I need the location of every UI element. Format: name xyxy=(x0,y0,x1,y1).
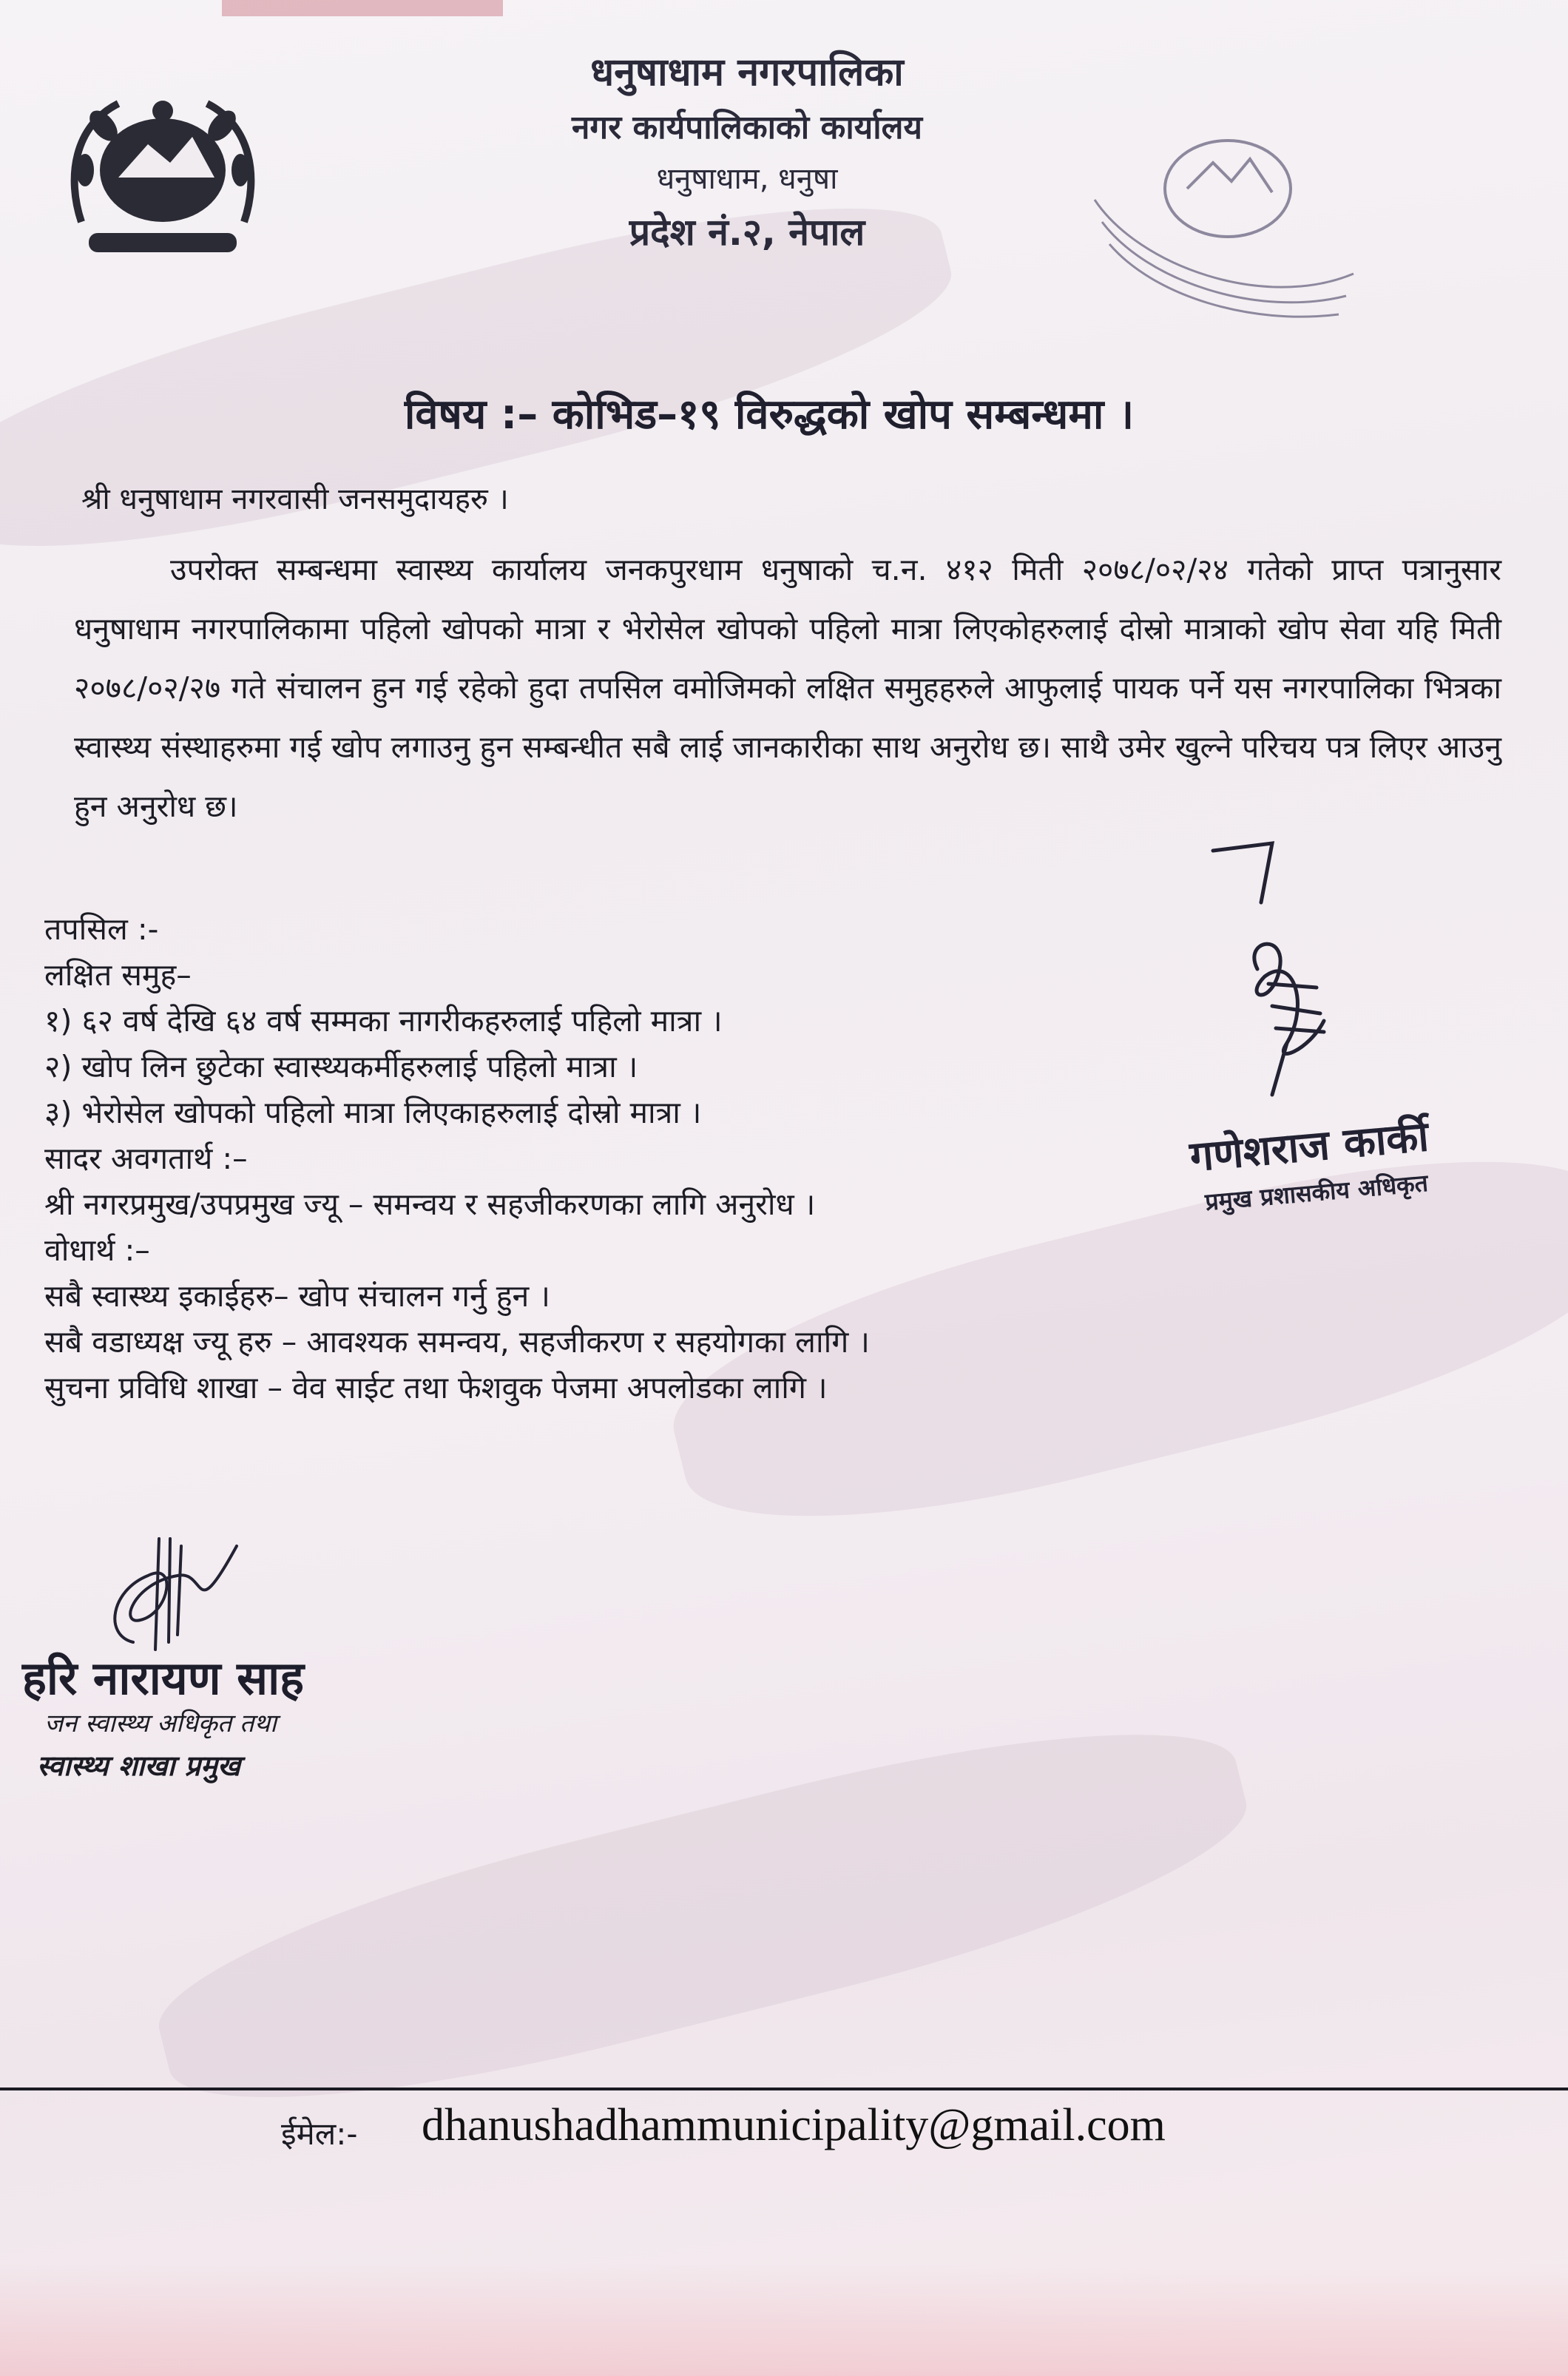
office-address: धनुषाधाम, धनुषा xyxy=(656,162,838,196)
footer-divider xyxy=(0,2088,1568,2090)
office-stamp-icon xyxy=(1080,133,1361,355)
details-heading: तपसिल :- xyxy=(44,911,159,947)
list-item: १) ६२ वर्ष देखि ६४ वर्ष सम्मका नागरीकहरुलाई पहिलो मात्रा । xyxy=(44,1003,723,1039)
action-heading: वोधार्थ :– xyxy=(44,1232,150,1268)
list-item: ३) भेरोसेल खोपको पहिलो मात्रा लिएकाहरुलाई दोस्रो मात्रा । xyxy=(44,1095,702,1130)
signatory-left-name: हरि नारायण साह xyxy=(22,1651,305,1705)
office-name: नगर कार्यपालिकाको कार्यालय xyxy=(572,109,922,146)
email-label: ईमेल:- xyxy=(281,2116,358,2152)
salutation: श्री धनुषाधाम नगरवासी जनसमुदायहरु । xyxy=(81,482,509,516)
info-heading: सादर अवगतार्थ :– xyxy=(44,1141,248,1176)
signature-left-icon xyxy=(89,1531,259,1657)
action-line: सुचना प्रविधि शाखा – वेव साईट तथा फेशवुक पेजमा अपलोडका लागि । xyxy=(44,1370,828,1405)
signatory-left-title: जन स्वास्थ्य अधिकृत तथा xyxy=(44,1709,277,1738)
list-item: २) खोप लिन छुटेका स्वास्थ्यकर्मीहरुलाई पहिलो मात्रा । xyxy=(44,1049,638,1084)
letter-subject: विषय :– कोभिड–१९ विरुद्धको खोप सम्बन्धमा । xyxy=(404,391,1135,439)
action-line: सबै स्वास्थ्य इकाईहरु– खोप संचालन गर्नु हुन । xyxy=(44,1278,550,1314)
top-edge-tab xyxy=(222,0,503,16)
signatory-left-role: स्वास्थ्य शाखा प्रमुख xyxy=(37,1749,240,1782)
nepal-emblem-icon xyxy=(59,74,266,266)
org-name: धनुषाधाम नगरपालिका xyxy=(590,50,904,95)
body-paragraph: उपरोक्त सम्बन्धमा स्वास्थ्य कार्यालय जनकपुरधाम धनुषाको च.न. ४१२ मिती २०७८/०२/२४ गतेको प्राप्त पत्रानुसार धनुषाधाम नगरपालिकामा पहिलो खोपको मात्रा र भेरोसेल खोपको पहिलो मात्रा लिएकोहरुलाई दोस्रो मात्राको खोप सेवा यहि मिती २०७८/०२/२७ गते संचालन हुन गई रहेको हुदा तपसिल वमोजिमको लक्षित समुहहरुले आफुलाई पायक पर्ने यस नगरपालिका भित्रका स्वास्थ्य संस्थाहरुमा गई खोप लगाउनु हुन सम्बन्धीत सबै लाई जानकारीका साथ अनुरोध छ। साथै उमेर खुल्ने परिचय पत्र लिएर आउनु हुन अनुरोध छ। xyxy=(74,552,1501,824)
paper-crease xyxy=(139,1681,1265,2151)
signature-right-icon xyxy=(1198,828,1390,1124)
province-line: प्रदेश नं.२, नेपाल xyxy=(629,211,865,254)
details-block xyxy=(44,906,1006,1411)
signatory-right-title: प्रमुख प्रशासकीय अधिकृत xyxy=(1203,1168,1430,1217)
action-line: सबै वडाध्यक्ष ज्यू हरु – आवश्यक समन्वय, सहजीकरण र सहयोगका लागि । xyxy=(44,1324,870,1360)
signatory-right-name: गणेशराज कार्की xyxy=(1188,1113,1431,1181)
bottom-edge-shade xyxy=(0,2264,1568,2376)
info-line: श्री नगरप्रमुख/उपप्रमुख ज्यू – समन्वय र सहजीकरणका लागि अनुरोध । xyxy=(44,1187,816,1222)
email-address: dhanushadhammunicipality@gmail.com xyxy=(422,2100,1166,2150)
target-heading: लक्षित समुह– xyxy=(44,957,192,993)
